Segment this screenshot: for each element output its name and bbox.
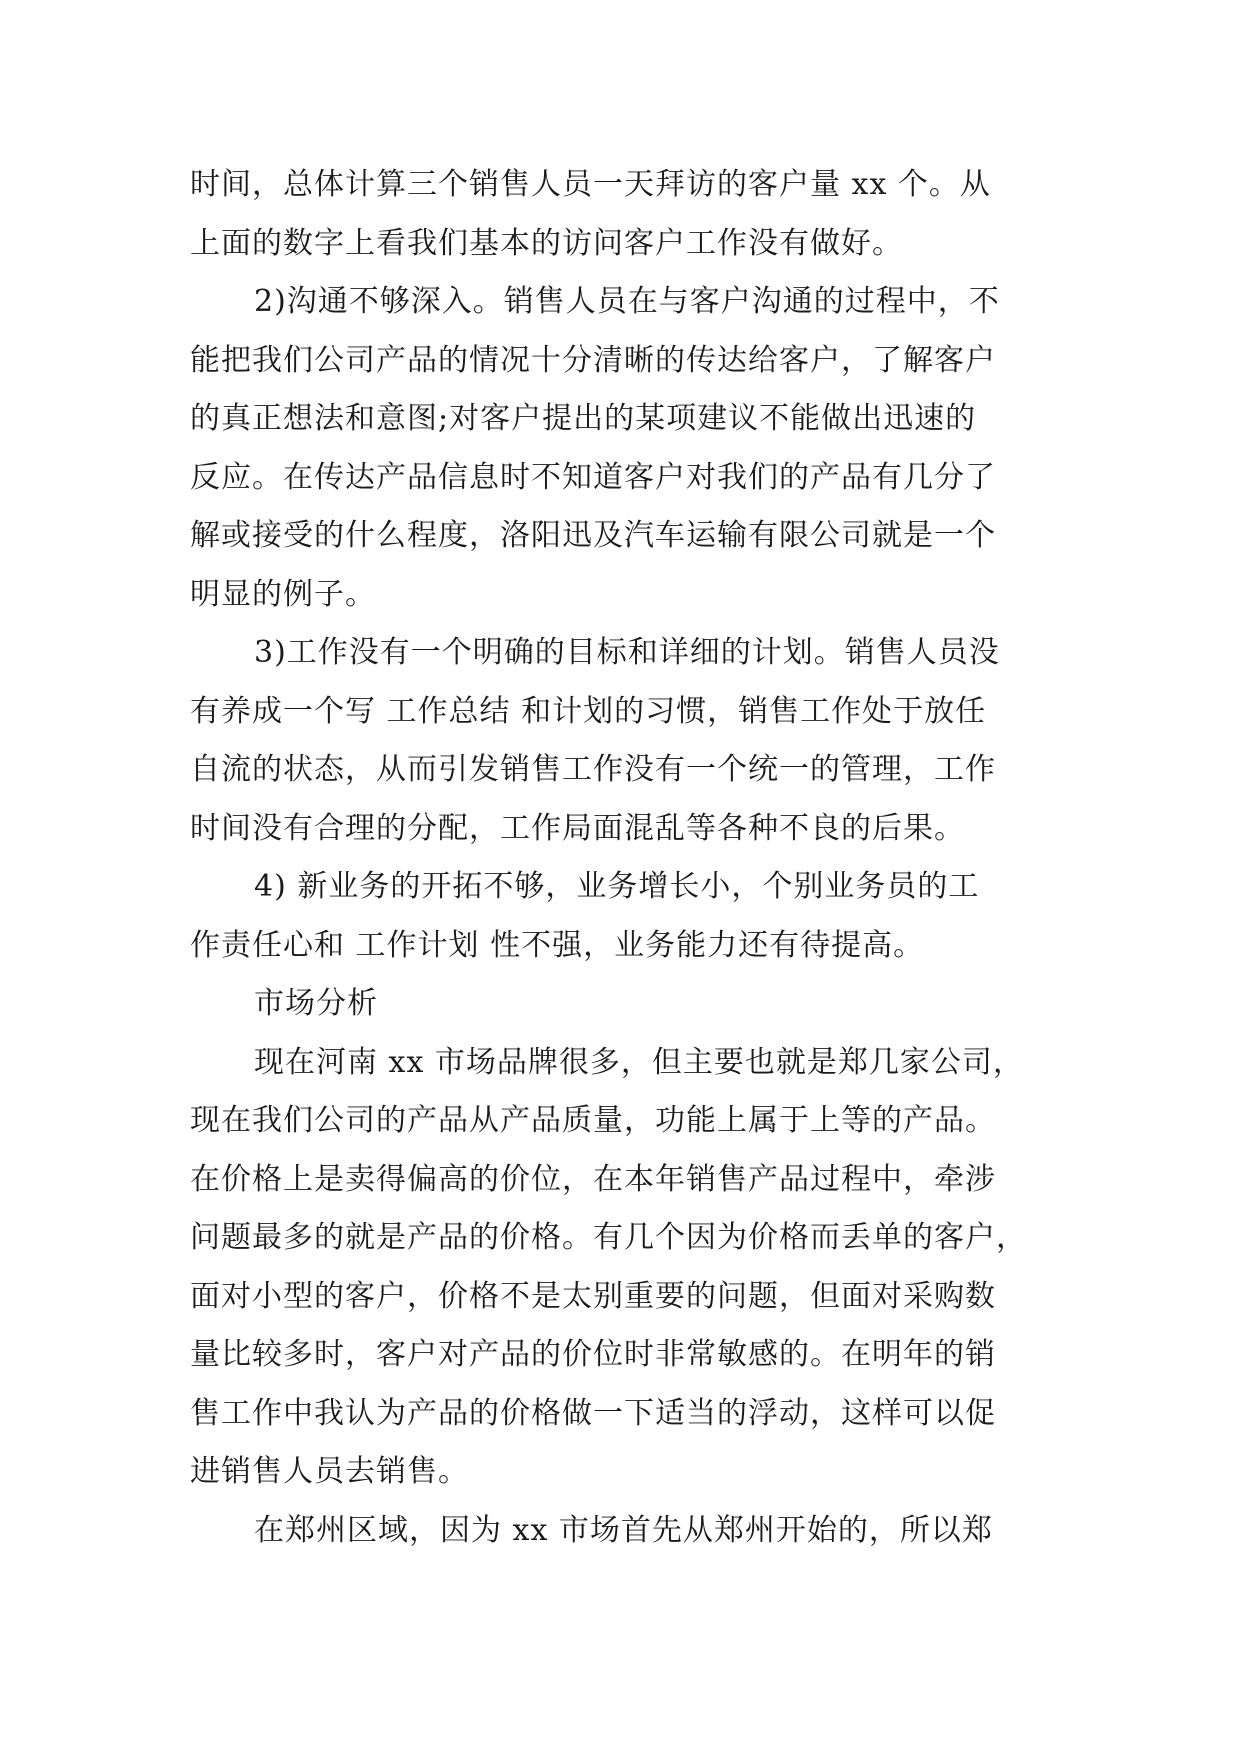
text-line: 明显的例子。 <box>190 576 376 612</box>
text-line: 有养成一个写 工作总结 和计划的习惯，销售工作处于放任 <box>190 693 987 729</box>
text-line: 解或接受的什么程度，洛阳迅及汽车运输有限公司就是一个 <box>190 518 996 553</box>
text-line: 的真正想法和意图;对客户提出的某项建议不能做出迅速的 <box>190 401 977 436</box>
text-line: 现在我们公司的产品从产品质量，功能上属于上等的产品。 <box>190 1103 996 1138</box>
text-line: 现在河南 xx 市场品牌很多，但主要也就是郑几家公司， <box>254 1044 1024 1080</box>
text-line: 3)工作没有一个明确的目标和详细的计划。销售人员没 <box>254 635 1000 670</box>
text-line: 时间，总体计算三个销售人员一天拜访的客户量 xx 个。从 <box>190 167 991 202</box>
text-line: 问题最多的就是产品的价格。有几个因为价格而丢单的客户， <box>190 1220 1027 1255</box>
document-body <box>190 156 1070 1560</box>
text-line: 时间没有合理的分配，工作局面混乱等各种不良的后果。 <box>190 810 965 846</box>
text-line: 2)沟通不够深入。销售人员在与客户沟通的过程中，不 <box>254 284 1000 319</box>
text-line: 在价格上是卖得偏高的价位，在本年销售产品过程中，牵涉 <box>190 1161 996 1197</box>
text-line: 量比较多时，客户对产品的价位时非常敏感的。在明年的销 <box>190 1337 996 1372</box>
text-line: 作责任心和 工作计划 性不强，业务能力还有待提高。 <box>190 927 925 963</box>
text-line: 能把我们公司产品的情况十分清晰的传达给客户，了解客户 <box>190 342 996 378</box>
text-line: 售工作中我认为产品的价格做一下适当的浮动，这样可以促 <box>190 1395 996 1431</box>
text-line: 面对小型的客户，价格不是太别重要的问题，但面对采购数 <box>190 1278 996 1314</box>
text-line: 反应。在传达产品信息时不知道客户对我们的产品有几分了 <box>190 459 996 495</box>
section-heading: 市场分析 <box>254 986 378 1021</box>
text-line: 上面的数字上看我们基本的访问客户工作没有做好。 <box>190 225 903 261</box>
text-line: 在郑州区域，因为 xx 市场首先从郑州开始的，所以郑 <box>254 1512 993 1548</box>
text-line: 自流的状态，从而引发销售工作没有一个统一的管理，工作 <box>190 752 996 787</box>
text-line: 4) 新业务的开拓不够，业务增长小，个别业务员的工 <box>254 869 980 904</box>
text-line: 进销售人员去销售。 <box>190 1454 469 1489</box>
